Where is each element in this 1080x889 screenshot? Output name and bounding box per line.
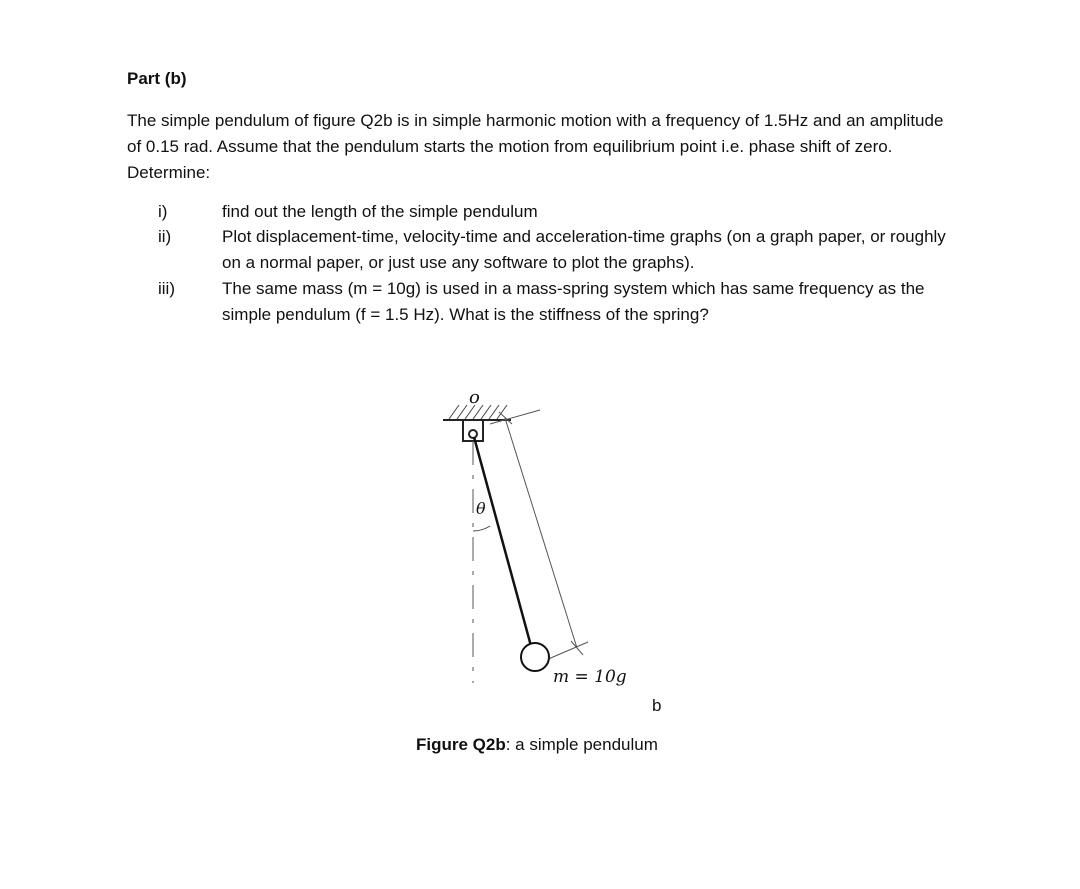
task-number: i)	[158, 202, 168, 221]
figure-caption	[416, 735, 658, 755]
caption-description: : a simple pendulum	[505, 735, 658, 754]
mass-label: m = 10g	[553, 667, 627, 687]
task-text: The same mass (m = 10g) is used in a mass-spring system which has same frequency as the simple pendulum (f = 1.5 Hz). What is the stiffness of the spring?	[222, 279, 925, 324]
caption-title: Figure Q2b	[416, 735, 506, 754]
angle-arc	[473, 526, 490, 531]
section-heading: Part (b)	[127, 69, 187, 88]
pendulum-bob	[521, 643, 549, 671]
dimension-tick-top	[490, 410, 540, 424]
pivot-pin	[469, 430, 477, 438]
figure-sublabel: b	[652, 696, 662, 715]
task-number: ii)	[158, 227, 172, 246]
dimension-tick-bottom	[546, 642, 588, 660]
length-dimension-line	[505, 418, 577, 648]
angle-label: θ	[476, 499, 486, 518]
problem-statement: The simple pendulum of figure Q2b is in simple harmonic motion with a frequency of 1.5Hz and an amplitude of 0.15 rad. Assume that the pendulum starts the motion from equilibrium point i.e. phase shift of zero. Determine:	[127, 111, 944, 182]
pendulum-rod	[474, 437, 531, 646]
task-text: find out the length of the simple pendulum	[222, 202, 538, 221]
pivot-label: o	[469, 387, 480, 408]
task-number: iii)	[158, 279, 175, 298]
task-text: Plot displacement-time, velocity-time and acceleration-time graphs (on a graph paper, or roughly on a normal paper, or just use any software to plot the graphs).	[222, 227, 946, 272]
